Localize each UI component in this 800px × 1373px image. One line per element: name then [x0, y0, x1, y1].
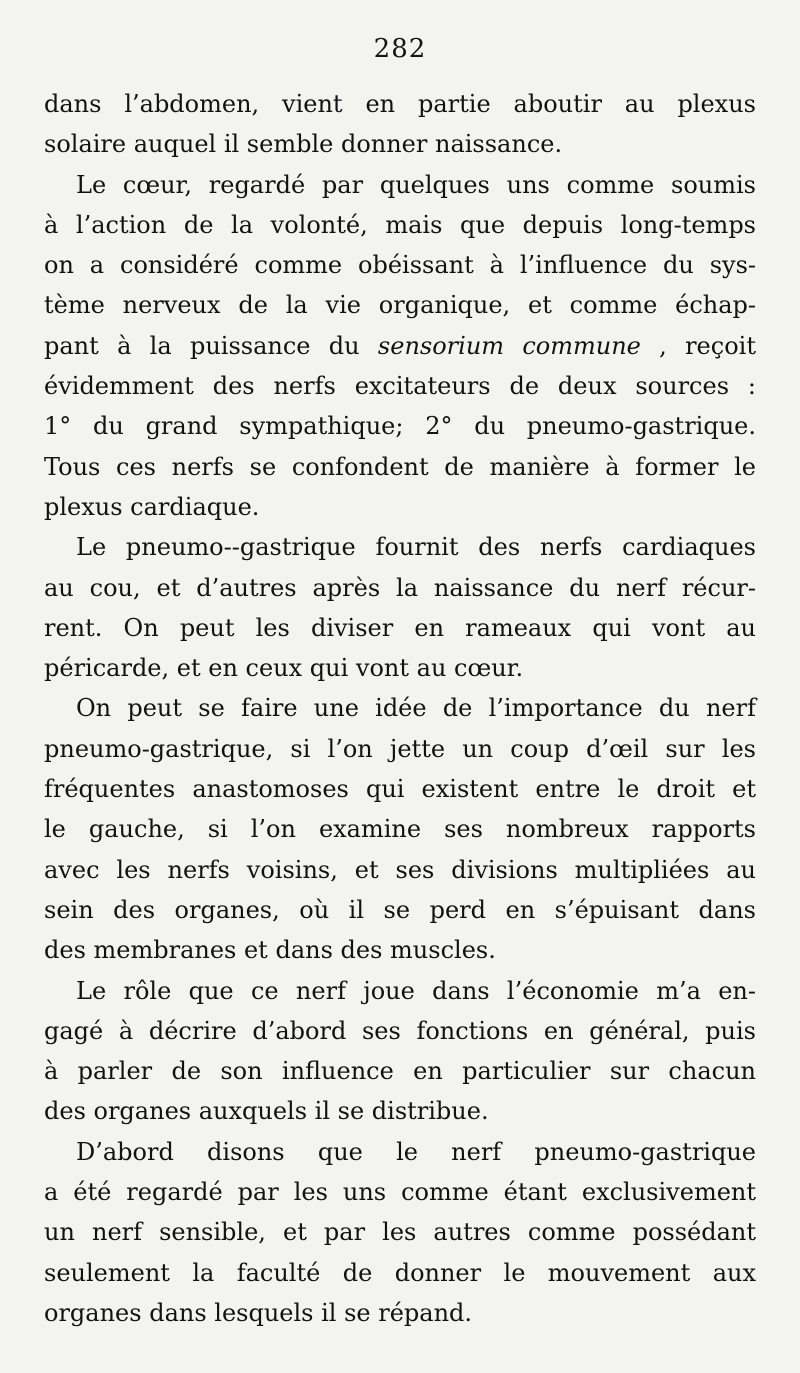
- text-fragment: , reçoit: [659, 331, 756, 360]
- italic-term: sensorium commune: [377, 331, 641, 360]
- page-number: 282: [373, 34, 427, 64]
- text-line: fréquentes anastomoses qui existent entre le droit et: [44, 775, 756, 804]
- text-line: seulement la faculté de donner le mouvement aux: [44, 1258, 756, 1287]
- text-line: a été regardé par les uns comme étant exclusivement: [44, 1178, 756, 1207]
- text-fragment: pant à la puissance du: [44, 331, 360, 360]
- text-line: D’abord disons que le nerf pneumo-gastrique: [76, 1137, 756, 1166]
- paragraph-6: [44, 1132, 756, 1333]
- text-line: on a considéré comme obéissant à l’influence du sys-: [44, 251, 756, 280]
- paragraph-1: [44, 84, 756, 165]
- text-line: péricarde, et en ceux qui vont au cœur.: [44, 654, 524, 683]
- text-line: avec les nerfs voisins, et ses divisions multipliées au: [44, 855, 756, 884]
- text-line: rent. On peut les diviser en rameaux qui vont au: [44, 613, 756, 642]
- text-line: le gauche, si l’on examine ses nombreux rapports: [44, 815, 756, 844]
- paragraph-5: [44, 971, 756, 1132]
- text-line: 1° du grand sympathique; 2° du pneumo-gastrique.: [44, 412, 756, 441]
- text-line: dans l’abdomen, vient en partie aboutir au plexus: [44, 90, 756, 118]
- text-line-with-italic: [44, 326, 756, 366]
- text-line: Le pneumo--gastrique fournit des nerfs cardiaques: [76, 533, 756, 562]
- text-line: Tous ces nerfs se confondent de manière à former le: [44, 452, 756, 481]
- text-line: pneumo-gastrique, si l’on jette un coup d’œil sur les: [44, 734, 756, 763]
- text-line: Le cœur, regardé par quelques uns comme soumis: [76, 170, 756, 199]
- text-line: à parler de son influence en particulier sur chacun: [44, 1057, 756, 1086]
- text-line: sein des organes, où il se perd en s’épuisant dans: [44, 895, 756, 924]
- text-line: au cou, et d’autres après la naissance du nerf récur-: [44, 573, 756, 602]
- text-line: des organes auxquels il se distribue.: [44, 1097, 489, 1126]
- body-text: [44, 84, 756, 1333]
- paragraph-4: [44, 688, 756, 970]
- text-line: des membranes et dans des muscles.: [44, 936, 496, 965]
- text-line: tème nerveux de la vie organique, et comme échap-: [44, 291, 756, 320]
- text-line: à l’action de la volonté, mais que depuis long-temps: [44, 210, 756, 239]
- text-line: gagé à décrire d’abord ses fonctions en général, puis: [44, 1016, 756, 1045]
- text-line: un nerf sensible, et par les autres comme possédant: [44, 1218, 756, 1247]
- text-line: solaire auquel il semble donner naissance.: [44, 130, 563, 159]
- text-line: plexus cardiaque.: [44, 492, 260, 521]
- text-line: On peut se faire une idée de l’importance du nerf: [76, 694, 756, 723]
- text-line: évidemment des nerfs excitateurs de deux sources :: [44, 372, 756, 401]
- paragraph-2: [44, 165, 756, 528]
- text-line: Le rôle que ce nerf joue dans l’économie m’a en-: [76, 976, 756, 1005]
- paragraph-3: [44, 527, 756, 688]
- text-line: organes dans lesquels il se répand.: [44, 1298, 473, 1327]
